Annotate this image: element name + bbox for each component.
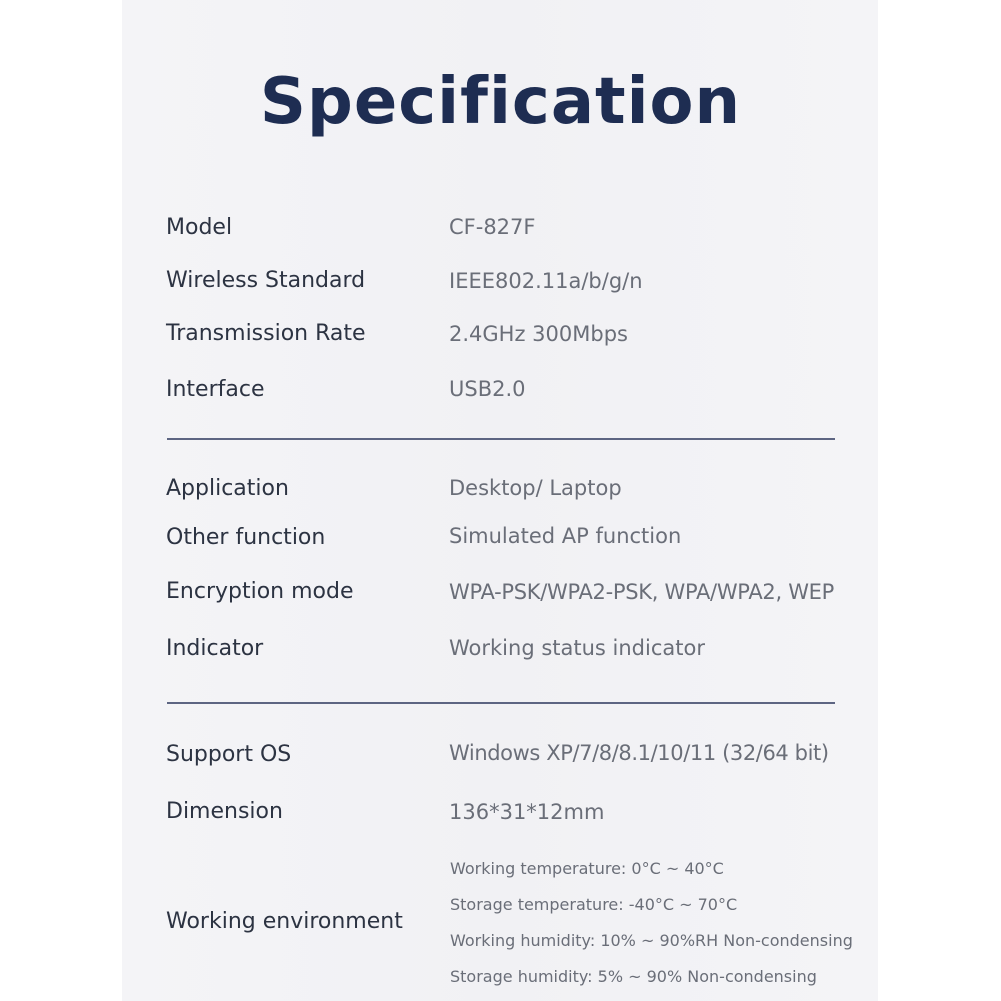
env-item-working-humidity: Working humidity: 10% ~ 90%RH Non-condensing [450,931,853,950]
env-item-storage-temperature: Storage temperature: -40°C ~ 70°C [450,895,738,914]
spec-label-application: Application [166,476,289,501]
spec-value-other-function: Simulated AP function [449,524,682,548]
spec-value-model: CF-827F [449,215,536,239]
env-item-working-temperature: Working temperature: 0°C ~ 40°C [450,859,724,878]
spec-label-other-function: Other function [166,525,326,550]
spec-label-support-os: Support OS [166,742,292,767]
spec-value-encryption-mode: WPA-PSK/WPA2-PSK, WPA/WPA2, WEP [449,580,834,604]
spec-label-encryption-mode: Encryption mode [166,579,354,604]
section-divider [167,702,835,704]
spec-label-dimension: Dimension [166,799,283,824]
spec-label-wireless-standard: Wireless Standard [166,268,366,293]
env-item-storage-humidity: Storage humidity: 5% ~ 90% Non-condensing [450,967,817,986]
spec-value-wireless-standard: IEEE802.11a/b/g/n [449,269,643,293]
spec-value-support-os: Windows XP/7/8/8.1/10/11 (32/64 bit) [449,741,829,765]
spec-label-indicator: Indicator [166,636,264,661]
page-title: Specification [259,65,742,139]
spec-value-application: Desktop/ Laptop [449,476,622,500]
spec-label-model: Model [166,215,233,240]
spec-value-transmission-rate: 2.4GHz 300Mbps [449,322,628,346]
spec-value-indicator: Working status indicator [449,636,705,660]
spec-label-interface: Interface [166,377,265,402]
spec-label-working-environment: Working environment [166,909,403,934]
section-divider [167,438,835,440]
spec-value-dimension: 136*31*12mm [449,800,605,824]
spec-label-transmission-rate: Transmission Rate [166,321,366,346]
spec-value-interface: USB2.0 [449,377,526,401]
